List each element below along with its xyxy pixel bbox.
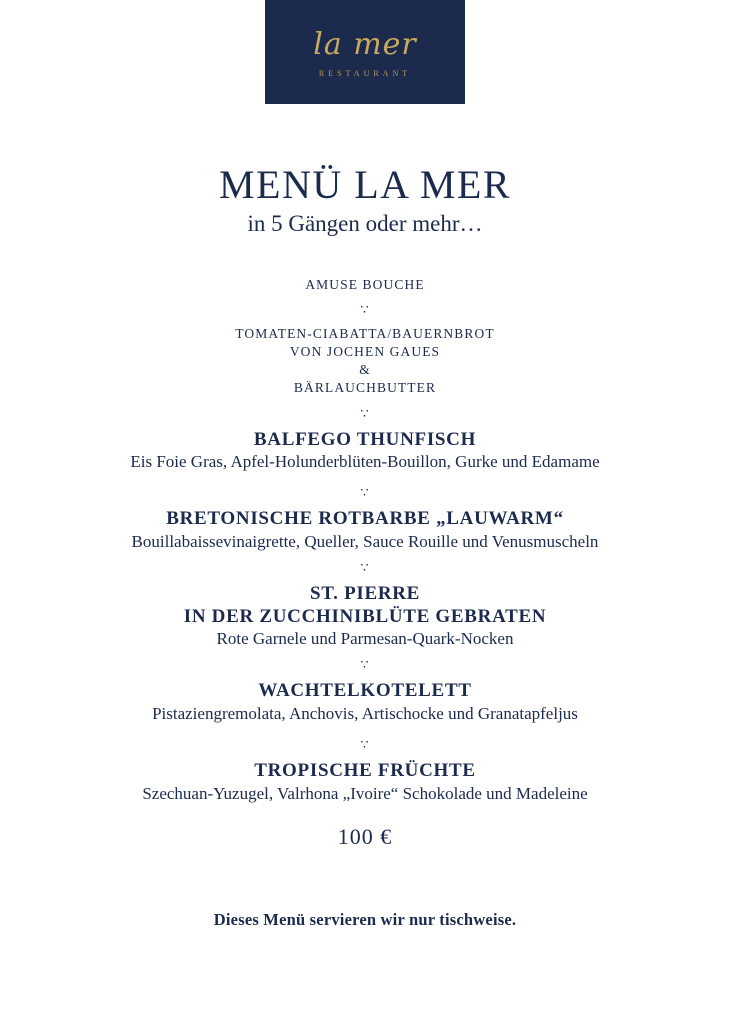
course-description: Rote Garnele und Parmesan-Quark-Nocken (216, 629, 514, 649)
page-subtitle: in 5 Gängen oder mehr… (247, 211, 483, 236)
course-title-line3: & (359, 362, 371, 378)
course-description: Pistaziengremolata, Anchovis, Artischocke und Granatapfeljus (152, 703, 578, 723)
logo-subtitle: RESTAURANT (318, 69, 412, 78)
course-description: Szechuan-Yuzugel, Valrhona „Ivoire“ Schokolade und Madeleine (142, 783, 588, 803)
menu-footnote: Dieses Menü servieren wir nur tischweise. (213, 910, 517, 930)
course-title-line2: VON JOCHEN GAUES (289, 344, 441, 360)
course-divider: ∵ (360, 485, 370, 501)
course-divider: ∵ (360, 737, 370, 753)
course-list (0, 276, 730, 850)
course-title: BRETONISCHE ROTBARBE „LAUWARM“ (166, 508, 564, 530)
course-divider: ∵ (360, 405, 370, 421)
course-title: BALFEGO THUNFISCH (253, 428, 477, 450)
course-divider: ∵ (360, 657, 370, 673)
course-item (0, 508, 730, 552)
course-description: Eis Foie Gras, Apfel-Holunderblüten-Bouillon, Gurke und Edamame (130, 452, 600, 472)
course-item (0, 760, 730, 804)
course-item (0, 680, 730, 724)
course-item (0, 276, 730, 294)
menu-price: 100 € (337, 824, 393, 850)
course-title: TOMATEN-CIABATTA/BAUERNBROT (235, 325, 495, 341)
page-title: MENÜ LA MER (218, 162, 512, 207)
course-title-line4: BÄRLAUCHBUTTER (293, 380, 437, 396)
logo-wordmark: la mer (313, 27, 417, 62)
course-title: TROPISCHE FRÜCHTE (254, 760, 476, 782)
course-title: ST. PIERRE (309, 583, 421, 605)
course-title: AMUSE BOUCHE (305, 276, 425, 292)
restaurant-logo (265, 0, 465, 104)
course-divider: ∵ (360, 560, 370, 576)
course-description: Bouillabaissevinaigrette, Queller, Sauce Rouille und Venusmuscheln (131, 531, 599, 551)
course-title-line2: IN DER ZUCCHINIBLÜTE GEBRATEN (183, 605, 547, 627)
course-item (0, 429, 730, 473)
course-divider: ∵ (360, 301, 370, 317)
course-title: WACHTELKOTELETT (258, 680, 472, 702)
course-item (0, 325, 730, 398)
course-item (0, 583, 730, 649)
